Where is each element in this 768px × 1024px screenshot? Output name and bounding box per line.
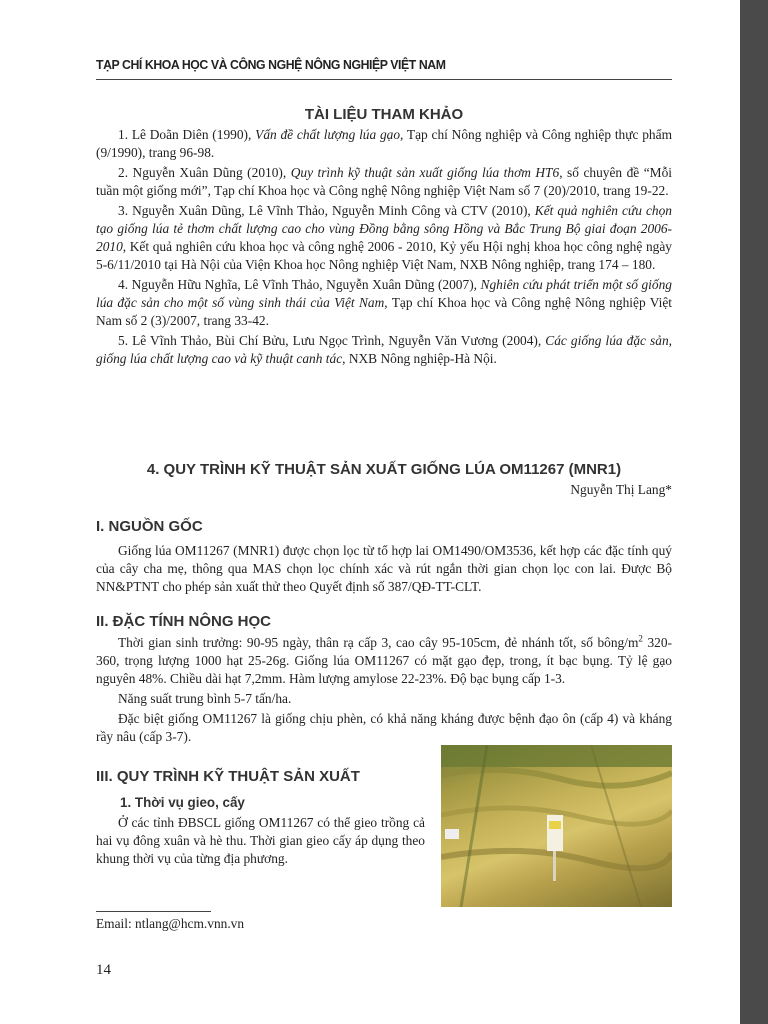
article-author: Nguyễn Thị Lang*	[570, 482, 672, 497]
subsection-heading-season: 1. Thời vụ gieo, cấy	[120, 795, 245, 810]
reference-item: 2. Nguyễn Xuân Dũng (2010), Quy trình kỹ thuật sản xuất giống lúa thơm HT6, số chuyên đề “Mỗi tuần một giống mới”, Tạp chí Khoa học và Công nghệ Nông nghiệp Việt Nam số 7 (20)/2010, trang 19-22.	[96, 165, 672, 198]
section-heading-agronomic: II. ĐẶC TÍNH NÔNG HỌC	[96, 613, 271, 630]
reference-item: 5. Lê Vĩnh Thảo, Bùi Chí Bửu, Lưu Ngọc Trình, Nguyễn Văn Vương (2004), Các giống lúa đặc sản, giống lúa chất lượng cao và kỹ thuật canh tác, NXB Nông nghiệp-Hà Nội.	[96, 333, 673, 366]
section-heading-procedure: III. QUY TRÌNH KỸ THUẬT SẢN XUẤT	[96, 768, 360, 785]
rice-field-illustration	[441, 745, 672, 907]
rice-field-photo	[441, 745, 672, 907]
origin-paragraph: Giống lúa OM11267 (MNR1) được chọn lọc từ tổ hợp lai OM1490/OM3536, kết hợp các đặc tính quý của cây cha mẹ, thông qua MAS chọn lọc chính xác và rút ngắn thời gian chọn lọc con lai. Được Bộ NN&PTNT cho phép sản xuất thử theo Quyết định số 387/QĐ-TT-CLT.	[96, 543, 672, 594]
reference-item: 3. Nguyễn Xuân Dũng, Lê Vĩnh Thảo, Nguyễn Minh Công và CTV (2010), Kết quả nghiên cứu chọn tạo giống lúa tẻ thơm chất lượng cao cho vùng Đồng bằng sông Hồng và Bắc Trung Bộ giai đoạn 2006-2010, Kết quả nghiên cứu khoa học và công nghệ 2006 - 2010, Kỷ yếu Hội nghị khoa học công nghệ ngày 5-6/11/2010 tại Hà Nội của Viện Khoa học Nông nghiệp Việt Nam, NXB Nông nghiệp, trang 174 – 180.	[96, 203, 672, 272]
section-procedure-body	[96, 814, 425, 870]
references-title: TÀI LIỆU THAM KHẢO	[304, 106, 464, 123]
footnote-divider	[96, 911, 211, 912]
article-title: 4. QUY TRÌNH KỸ THUẬT SẢN XUẤT GIỐNG LÚA OM11267 (MNR1)	[146, 461, 622, 478]
journal-header: TẠP CHÍ KHOA HỌC VÀ CÔNG NGHỆ NÔNG NGHIỆP VIỆT NAM	[96, 57, 446, 72]
footnote-email: Email: ntlang@hcm.vnn.vn	[96, 916, 245, 931]
section-origin-body	[96, 542, 672, 598]
season-paragraph: Ở các tỉnh ĐBSCL giống OM11267 có thể gieo trồng cả hai vụ đông xuân và hè thu. Thời gian gieo cấy áp dụng theo khung thời vụ của từng địa phương.	[96, 815, 425, 866]
page-edge-shadow	[740, 0, 768, 1024]
yield-paragraph: Năng suất trung bình 5-7 tấn/ha.	[118, 691, 292, 706]
section-agronomic-body	[96, 634, 672, 748]
reference-item: 4. Nguyễn Hữu Nghĩa, Lê Vĩnh Thảo, Nguyễn Xuân Dũng (2007), Nghiên cứu phát triển một số giống lúa đặc sản cho một số vùng sinh thái của Việt Nam, Tạp chí Khoa học và Công nghệ Nông nghiệp Việt Nam số 2 (3)/2007, trang 33-42.	[96, 277, 672, 328]
page-number: 14	[96, 962, 111, 978]
agronomic-paragraph: Thời gian sinh trưởng: 90-95 ngày, thân rạ cấp 3, cao cây 95-105cm, đẻ nhánh tốt, số bông/$m^2$ 320-360, trọng lượng 1000 hạt 25-26g. Giống lúa OM11267 có mặt gạo đẹp, trong, ít bạc bụng. Tỷ lệ gạo nguyên 48%. Chiều dài hạt 7,2mm. Hàm lượng amylose 22-23%. Độ bạc bụng cấp 1-3.	[96, 633, 672, 686]
section-heading-origin: I. NGUỒN GỐC	[96, 518, 203, 535]
header-divider	[96, 79, 672, 80]
resistance-paragraph: Đặc biệt giống OM11267 là giống chịu phèn, có khả năng kháng được bệnh đạo ôn (cấp 4) và kháng rầy nâu (cấp 3-7).	[96, 711, 672, 744]
reference-item: 1. Lê Doãn Diên (1990), Vấn đề chất lượng lúa gạo, Tạp chí Nông nghiệp và Công nghiệp thực phẩm (9/1990), trang 96-98.	[96, 127, 672, 160]
reference-list	[96, 126, 672, 370]
